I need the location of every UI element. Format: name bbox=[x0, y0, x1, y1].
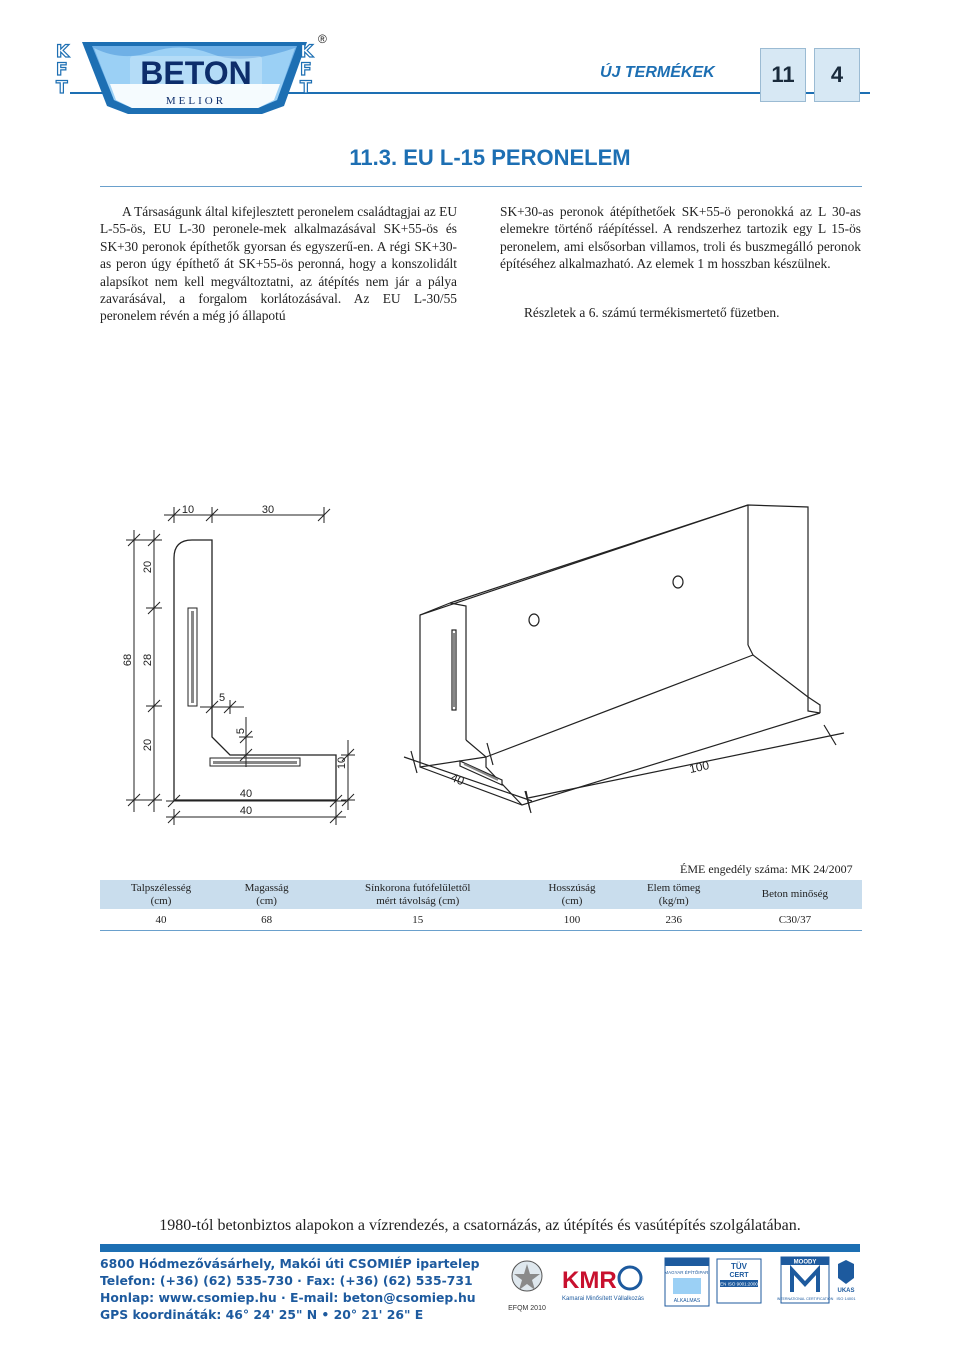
logo-main-text: BETON bbox=[140, 55, 252, 91]
mavat-logo bbox=[663, 1256, 711, 1308]
moody-logo bbox=[776, 1256, 834, 1304]
isometric-view bbox=[404, 505, 844, 813]
cell-beton-minoseg: C30/37 bbox=[728, 910, 862, 931]
beton-melior-logo bbox=[52, 34, 342, 124]
logo-sub-text: MELIOR bbox=[165, 95, 227, 107]
ukas-logo bbox=[832, 1258, 860, 1304]
footer-gps: GPS koordináták: 46° 24' 25" N • 20° 21' 26" E bbox=[100, 1307, 424, 1322]
cell-talpszelesseg: 40 bbox=[100, 910, 222, 931]
footer-slogan: 1980-tól betonbiztos alapokon a vízrendezés, a csatornázás, az útépítés és vasútépítés szolgálatában. bbox=[159, 1217, 801, 1234]
footer-address: 6800 Hódmezővásárhely, Makói úti CSOMIÉP ipartelep bbox=[100, 1256, 480, 1271]
svg-text:ALKALMAS: ALKALMAS bbox=[673, 1298, 701, 1304]
page-title: 11.3. EU L-15 PERONELEM bbox=[349, 145, 631, 170]
efqm-logo bbox=[505, 1256, 549, 1314]
intro-paragraph-left: A Társaságunk által kifejlesztett peronelem családtagjai az EU L-55-ös, EU L-30 peronele-mek alkalmazásával SK+55-ös és SK+30 peronok építhetők gyorsan és egyszerű-en. A régi SK+30-as peron úgy építhető át SK+55-ös peronná, hogy a konszolidált alapsíkot nem kell megváltoztatni, az átépítés nem jár a pálya zavarásával, a forgalom korlátozásával. Az EU L-30/55 peronelem révén a még jó állapotú bbox=[100, 204, 457, 324]
dim-top-left: 10 bbox=[181, 504, 195, 516]
cell-magassag: 68 bbox=[222, 910, 311, 931]
th-hosszusag: Hosszúság (cm) bbox=[524, 880, 619, 910]
svg-text:MAGYAR ÉPÍTŐIPARI: MAGYAR ÉPÍTŐIPARI bbox=[664, 1270, 710, 1275]
th-magassag: Magasság (cm) bbox=[222, 880, 311, 910]
technical-drawing bbox=[100, 495, 860, 830]
title-rule bbox=[100, 186, 862, 187]
th-beton-minoseg: Beton minőség bbox=[728, 880, 862, 910]
dim-chamfer-v: 5 bbox=[235, 727, 247, 735]
th-talpszelesseg: Talpszélesség (cm) bbox=[100, 880, 222, 910]
spec-table bbox=[100, 880, 862, 931]
dim-bottom-outer: 40 bbox=[239, 805, 253, 817]
svg-text:KMR: KMR bbox=[562, 1267, 617, 1294]
tuv-cert-logo bbox=[716, 1258, 762, 1304]
kft-right-t: T bbox=[300, 78, 312, 98]
details-note: Részletek a 6. számú termékismertető füzetben. bbox=[524, 305, 780, 320]
section-label: ÚJ TERMÉKEK bbox=[600, 64, 715, 81]
approval-number: ÉME engedély száma: MK 24/2007 bbox=[680, 862, 853, 876]
cell-elem-tomeg: 236 bbox=[620, 910, 728, 931]
page-number-box: 4 bbox=[814, 48, 860, 102]
dim-chamfer-h: 5 bbox=[218, 692, 226, 704]
svg-text:INTERNATIONAL CERTIFICATION: INTERNATIONAL CERTIFICATION bbox=[776, 1297, 834, 1301]
svg-text:EFQM 2010: EFQM 2010 bbox=[508, 1305, 546, 1312]
svg-text:ISO 14001: ISO 14001 bbox=[836, 1296, 856, 1301]
svg-text:TÜV: TÜV bbox=[731, 1262, 747, 1271]
footer-web[interactable]: Honlap: www.csomiep.hu · E-mail: beton@csomiep.hu bbox=[100, 1290, 476, 1305]
registered-mark: ® bbox=[318, 32, 327, 46]
chapter-number-box: 11 bbox=[760, 48, 806, 102]
dim-left-top: 20 bbox=[142, 560, 154, 574]
svg-text:EN ISO 9001:2000: EN ISO 9001:2000 bbox=[720, 1281, 758, 1287]
kft-left-t: T bbox=[56, 78, 68, 98]
kmr-logo bbox=[560, 1262, 650, 1304]
svg-text:MOODY: MOODY bbox=[793, 1259, 817, 1266]
dim-left-total: 68 bbox=[122, 653, 134, 667]
dim-bottom-inner: 40 bbox=[239, 788, 253, 800]
table-row bbox=[100, 910, 862, 931]
dim-left-bottom: 20 bbox=[142, 738, 154, 752]
dim-top-right: 30 bbox=[261, 504, 275, 516]
kft-right-f: F bbox=[300, 60, 312, 80]
svg-text:UKAS: UKAS bbox=[837, 1288, 855, 1294]
cell-hosszusag: 100 bbox=[524, 910, 619, 931]
footer-phone: Telefon: (+36) (62) 535-730 · Fax: (+36) (62) 535-731 bbox=[100, 1273, 473, 1288]
intro-paragraph-right: SK+30-as peronok átépíthetőek SK+55-ö peronokká az L 30-as elemekre történő ráépítéssel. A rendszerhez tartozik egy L 15-ös peronelem, ami elsősorban villamos, troli és buszmegálló peronok építéséhez alkalmazható. Az elemek 1 m hosszban készülnek. bbox=[500, 204, 861, 272]
svg-text:Kamarai Minősített Vállalkozás: Kamarai Minősített Vállalkozás bbox=[562, 1296, 645, 1302]
dim-base-thickness: 10 bbox=[336, 756, 348, 770]
cell-sinkorona: 15 bbox=[311, 910, 524, 931]
th-sinkorona: Sínkorona futófelülettől mért távolság (cm) bbox=[311, 880, 524, 910]
table-header-row bbox=[100, 880, 862, 910]
footer-band bbox=[100, 1244, 860, 1252]
kft-left-f: F bbox=[56, 60, 68, 80]
dim-iso-length: 100 bbox=[687, 758, 711, 777]
th-elem-tomeg: Elem tömeg (kg/m) bbox=[620, 880, 728, 910]
svg-text:CERT: CERT bbox=[729, 1272, 749, 1279]
dim-iso-width: 40 bbox=[448, 770, 467, 789]
dim-left-mid: 28 bbox=[142, 653, 154, 667]
kft-right-k: K bbox=[300, 42, 314, 62]
cross-section bbox=[126, 507, 355, 825]
kft-left-k: K bbox=[56, 42, 70, 62]
